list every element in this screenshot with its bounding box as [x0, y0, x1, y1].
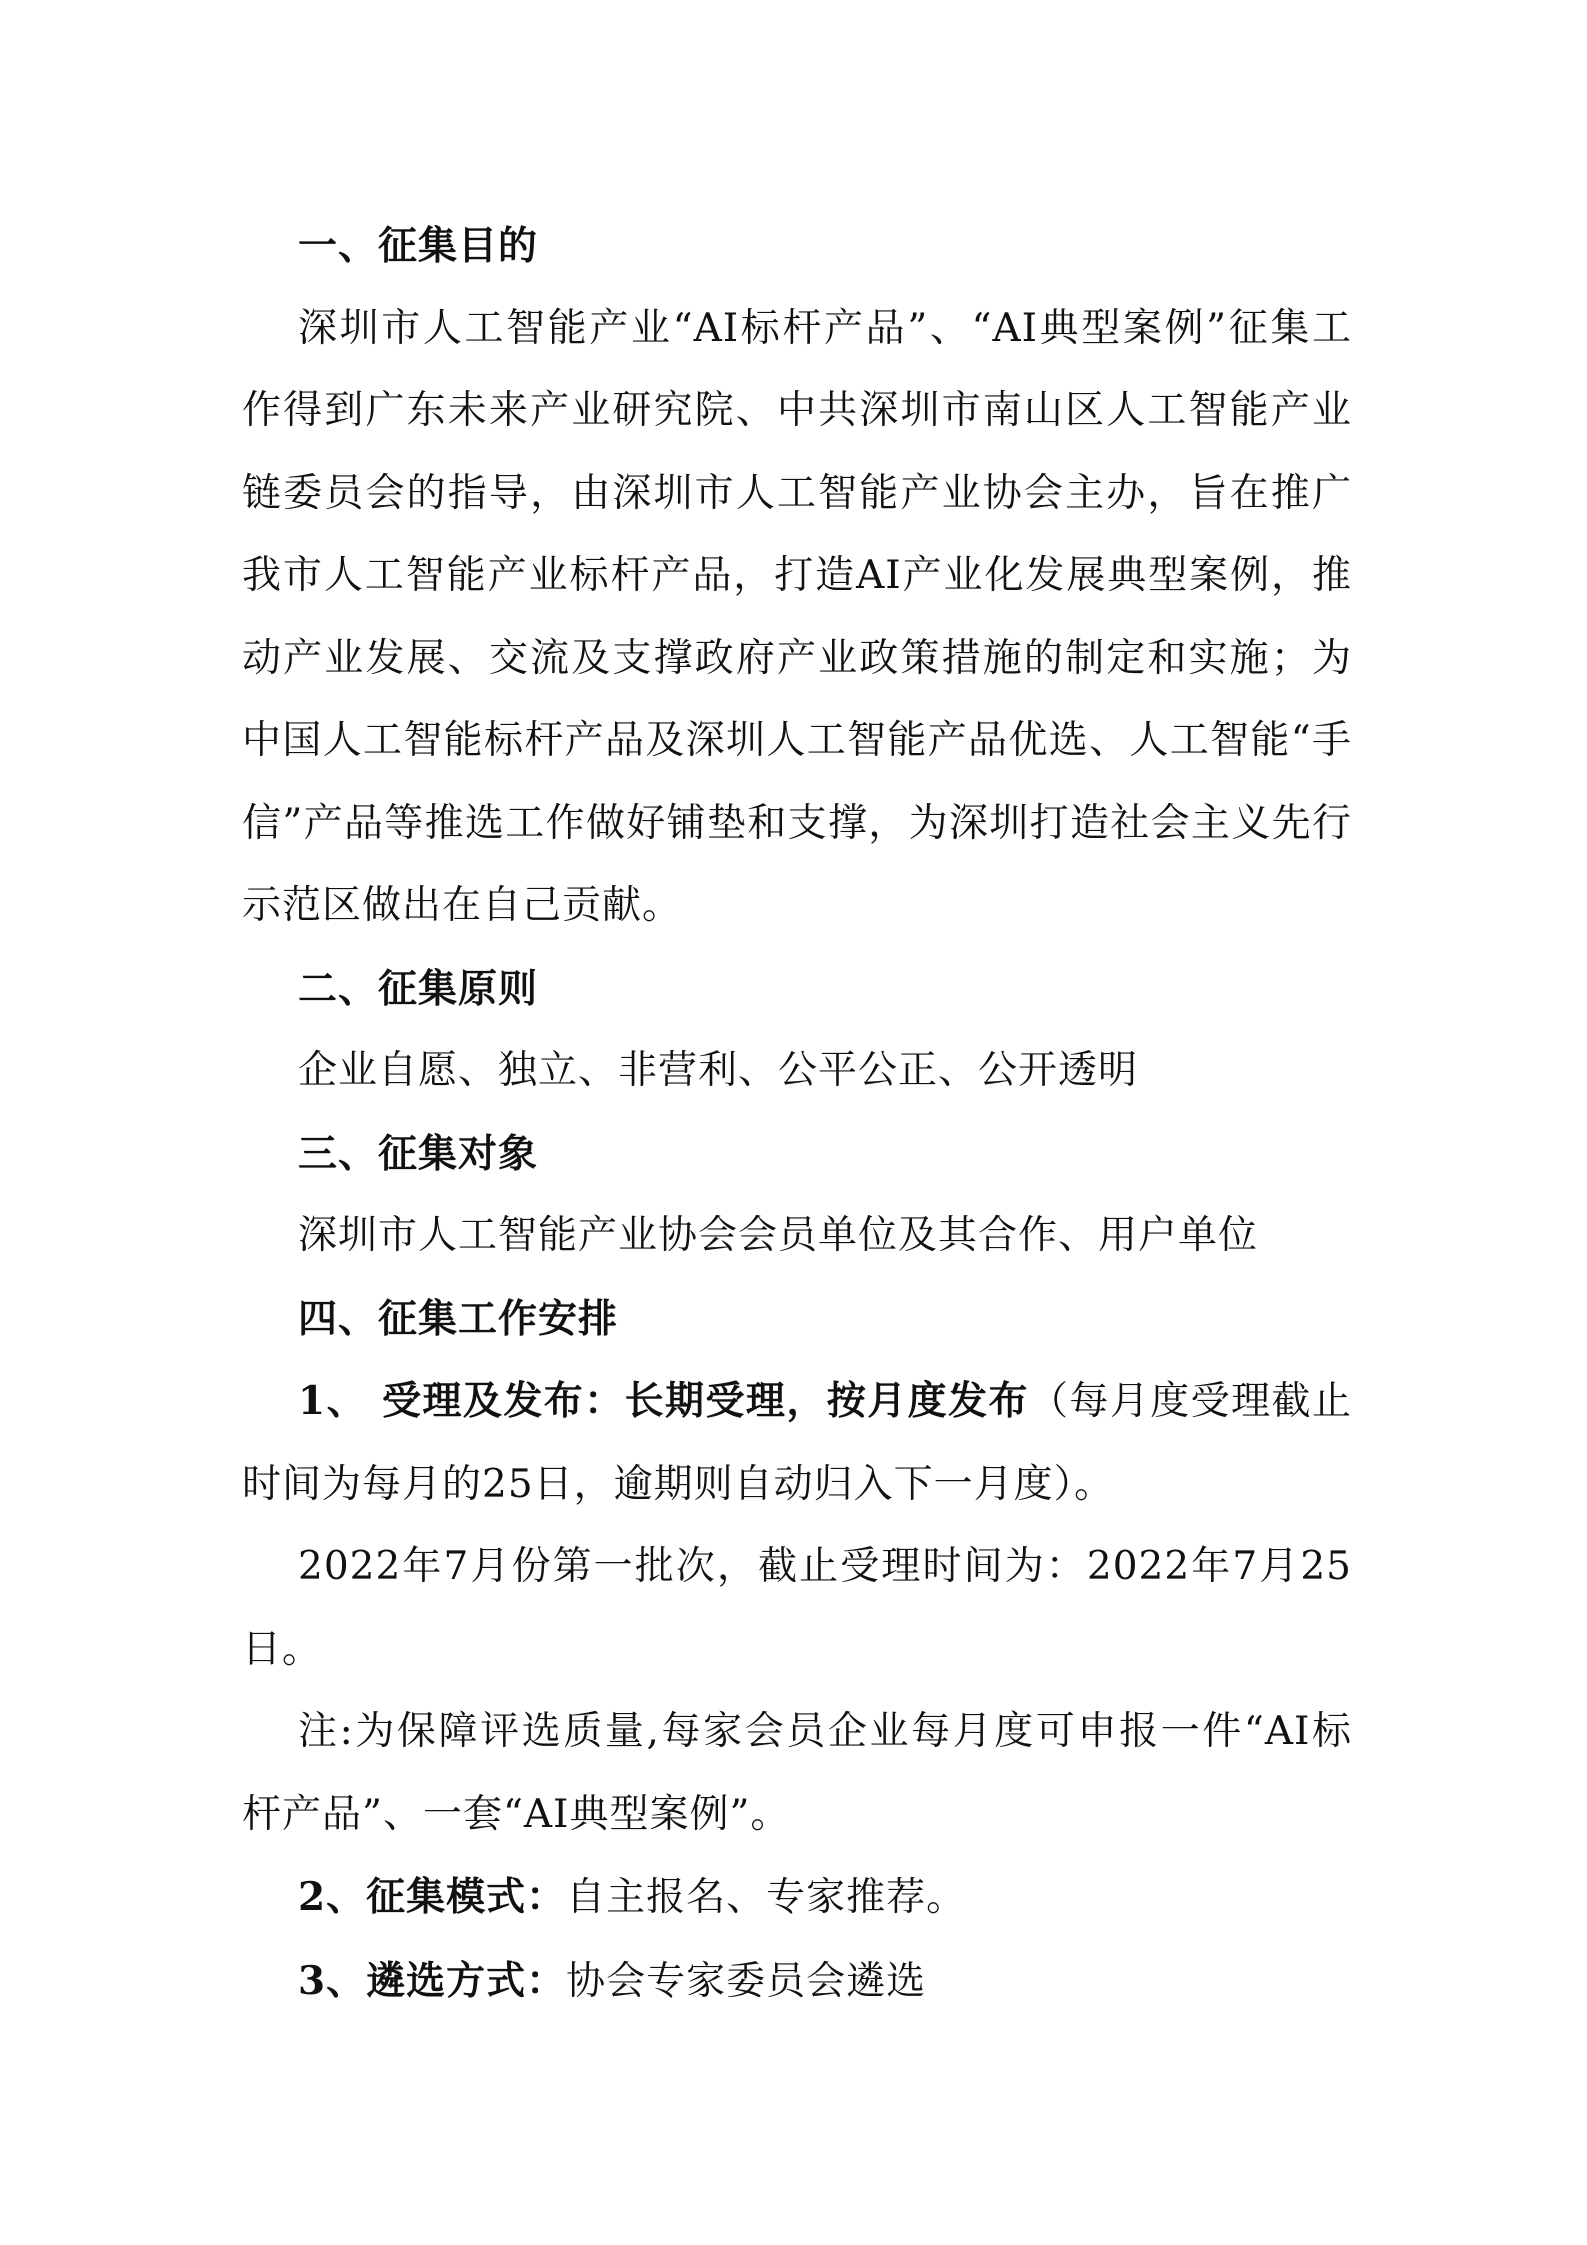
- arrangement-item-mode-label: 2、征集模式：: [298, 1874, 567, 1920]
- section-heading-principle: 二、征集原则: [298, 965, 539, 1012]
- section-paragraph-purpose: 深圳市人工智能产业“AI标杆产品”、“AI典型案例”征集工作得到广东未来产业研究院、中共深圳市南山区人工智能产业链委员会的指导，由深圳市人工智能产业协会主办，旨在推广我市人工智能产业标杆产品，打造AI产业化发展典型案例，推动产业发展、交流及支撑政府产业政策措施的制定和实施；为中国人工智能标杆产品及深圳人工智能产品优选、人工智能“手信”产品等推选工作做好铺垫和支撑，为深圳打造社会主义先行示范区做出在自己贡献。: [242, 305, 1352, 928]
- arrangement-item-selection-label: 3、遴选方式：: [298, 1957, 567, 2004]
- arrangement-item-acceptance-text: （每月度受理截止时间为每月的25日，逾期则自动归入下一月度）。: [242, 1379, 1352, 1507]
- section-heading-target: 三、征集对象: [298, 1130, 539, 1177]
- arrangement-item-acceptance: [242, 1360, 1352, 1526]
- section-paragraph-principle: 企业自愿、独立、非营利、公平公正、公开透明: [298, 1048, 1139, 1093]
- arrangement-item-selection: [242, 1940, 1352, 2024]
- batch-paragraph: 2022年7月份第一批次，截止受理时间为：2022年7月25日。: [242, 1544, 1352, 1672]
- section-paragraph-target: 深圳市人工智能产业协会会员单位及其合作、用户单位: [298, 1213, 1259, 1258]
- arrangement-item-mode: [242, 1856, 1352, 1940]
- section-heading-arrangement: 四、征集工作安排: [298, 1295, 619, 1342]
- document-body: [242, 205, 1352, 2023]
- arrangement-item-mode-text: 自主报名、专家推荐。: [566, 1875, 967, 1920]
- section-heading-purpose: 一、征集目的: [298, 223, 539, 269]
- arrangement-item-acceptance-label: 1、 受理及发布：长期受理，按月度发布: [298, 1378, 1029, 1424]
- note-paragraph: 注:为保障评选质量,每家会员企业每月度可申报一件“AI标杆产品”、一套“AI典型案例”。: [242, 1709, 1352, 1837]
- arrangement-item-selection-text: 协会专家委员会遴选: [566, 1958, 927, 2004]
